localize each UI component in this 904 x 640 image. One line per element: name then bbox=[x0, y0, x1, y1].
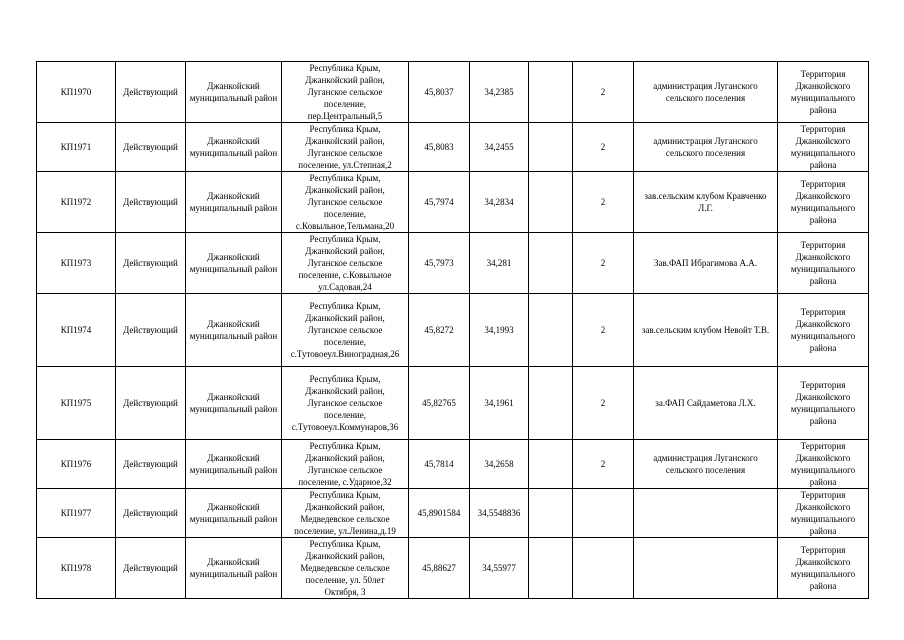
cell-longitude: 34,5548836 bbox=[470, 489, 529, 538]
cell-latitude: 45,7973 bbox=[409, 233, 470, 294]
cell-territory-line: муниципального bbox=[790, 465, 856, 475]
cell-count: 2 bbox=[573, 367, 634, 440]
cell-latitude: 45,8272 bbox=[409, 294, 470, 367]
cell-district: Джанкойский муниципальный район bbox=[186, 294, 282, 367]
cell-address-line: Луганское сельское bbox=[307, 197, 383, 207]
cell-address bbox=[282, 123, 409, 172]
cell-count bbox=[573, 489, 634, 538]
cell-territory-line: муниципального bbox=[790, 569, 856, 579]
cell-address bbox=[282, 62, 409, 123]
cell-empty bbox=[529, 62, 573, 123]
cell-territory-line: района bbox=[809, 105, 837, 115]
cell-territory bbox=[778, 538, 869, 599]
cell-address-line: Джанкойский район, bbox=[305, 502, 385, 512]
cell-territory-line: района bbox=[809, 343, 837, 353]
cell-district: Джанкойский муниципальный район bbox=[186, 172, 282, 233]
cell-address-line: поселение, ул.Ленина,д.19 bbox=[294, 526, 396, 536]
cell-territory-line: Территория bbox=[800, 380, 846, 390]
cell-territory bbox=[778, 367, 869, 440]
cell-count: 2 bbox=[573, 440, 634, 489]
cell-territory-line: района bbox=[809, 581, 837, 591]
cell-address-line: Луганское сельское bbox=[307, 258, 383, 268]
cell-address-line: Джанкойский район, bbox=[305, 386, 385, 396]
cell-territory bbox=[778, 123, 869, 172]
cell-longitude: 34,55977 bbox=[470, 538, 529, 599]
cell-territory-line: муниципального bbox=[790, 203, 856, 213]
cell-address-line: Луганское сельское bbox=[307, 398, 383, 408]
cell-latitude: 45,7814 bbox=[409, 440, 470, 489]
cell-status: Действующий bbox=[116, 172, 186, 233]
cell-address-line: Октября, 3 bbox=[324, 587, 366, 597]
cell-responsible: за.ФАП Сайдаметова Л.Х. bbox=[634, 367, 778, 440]
cell-territory bbox=[778, 62, 869, 123]
cell-address-line: Джанкойский район, bbox=[305, 136, 385, 146]
cell-latitude: 45,82765 bbox=[409, 367, 470, 440]
cell-territory-line: Территория bbox=[800, 307, 846, 317]
cell-empty bbox=[529, 489, 573, 538]
cell-territory-line: района bbox=[809, 215, 837, 225]
cell-responsible bbox=[634, 538, 778, 599]
cell-territory-line: района bbox=[809, 416, 837, 426]
cell-count bbox=[573, 538, 634, 599]
cell-address-line: поселение, bbox=[323, 410, 366, 420]
cell-address bbox=[282, 233, 409, 294]
cell-address-line: Джанкойский район, bbox=[305, 551, 385, 561]
cell-address-line: Республика Крым, bbox=[309, 124, 381, 134]
cell-address bbox=[282, 367, 409, 440]
cell-territory-line: муниципального bbox=[790, 264, 856, 274]
cell-address-line: с.Тутовоеул.Виноградная,26 bbox=[290, 349, 400, 359]
cell-territory-line: Джанкойского bbox=[795, 392, 851, 402]
cell-address-line: с.Тутовоеул.Коммунаров,36 bbox=[291, 422, 399, 432]
table-row bbox=[37, 440, 869, 489]
cell-district: Джанкойский муниципальный район bbox=[186, 123, 282, 172]
cell-address bbox=[282, 440, 409, 489]
cell-status: Действующий bbox=[116, 489, 186, 538]
cell-longitude: 34,2834 bbox=[470, 172, 529, 233]
cell-latitude: 45,8037 bbox=[409, 62, 470, 123]
cell-territory bbox=[778, 440, 869, 489]
cell-count: 2 bbox=[573, 172, 634, 233]
cell-territory-line: района bbox=[809, 160, 837, 170]
cell-empty bbox=[529, 367, 573, 440]
cell-territory-line: Территория bbox=[800, 124, 846, 134]
cell-territory-line: Территория bbox=[800, 441, 846, 451]
cell-address-line: с.Ковыльное,Тельмана,20 bbox=[295, 221, 395, 231]
cell-territory-line: Джанкойского bbox=[795, 319, 851, 329]
table-row bbox=[37, 538, 869, 599]
cell-territory-line: Джанкойского bbox=[795, 502, 851, 512]
cell-address-line: Джанкойский район, bbox=[305, 75, 385, 85]
cell-code: КП1976 bbox=[37, 440, 116, 489]
cell-code: КП1974 bbox=[37, 294, 116, 367]
cell-address-line: Джанкойский район, bbox=[305, 246, 385, 256]
cell-address-line: поселение, bbox=[323, 337, 366, 347]
cell-territory-line: муниципального bbox=[790, 404, 856, 414]
cell-territory-line: Джанкойского bbox=[795, 252, 851, 262]
cell-empty bbox=[529, 440, 573, 489]
cell-territory-line: Территория bbox=[800, 490, 846, 500]
cell-territory-line: муниципального bbox=[790, 331, 856, 341]
cell-address-line: Республика Крым, bbox=[309, 301, 381, 311]
cell-address-line: поселение, ул.Степная,2 bbox=[298, 160, 392, 170]
cell-code: КП1972 bbox=[37, 172, 116, 233]
cell-address-line: Луганское сельское bbox=[307, 325, 383, 335]
cell-territory-line: Джанкойского bbox=[795, 81, 851, 91]
table-row bbox=[37, 172, 869, 233]
cell-code: КП1977 bbox=[37, 489, 116, 538]
registry-body bbox=[37, 62, 869, 599]
cell-address-line: Республика Крым, bbox=[309, 63, 381, 73]
table-row bbox=[37, 62, 869, 123]
cell-empty bbox=[529, 172, 573, 233]
cell-address-line: пер.Центральный,5 bbox=[307, 111, 383, 121]
registry-table bbox=[36, 61, 869, 599]
cell-territory bbox=[778, 233, 869, 294]
cell-status: Действующий bbox=[116, 233, 186, 294]
cell-territory-line: Территория bbox=[800, 179, 846, 189]
cell-district: Джанкойский муниципальный район bbox=[186, 367, 282, 440]
cell-district: Джанкойский муниципальный район bbox=[186, 440, 282, 489]
table-row bbox=[37, 489, 869, 538]
cell-status: Действующий bbox=[116, 538, 186, 599]
cell-address-line: поселение, bbox=[323, 99, 366, 109]
cell-address-line: Луганское сельское bbox=[307, 465, 383, 475]
cell-longitude: 34,2385 bbox=[470, 62, 529, 123]
cell-address-line: Республика Крым, bbox=[309, 441, 381, 451]
cell-address bbox=[282, 294, 409, 367]
cell-count: 2 bbox=[573, 294, 634, 367]
cell-count: 2 bbox=[573, 123, 634, 172]
cell-territory-line: Джанкойского bbox=[795, 453, 851, 463]
cell-empty bbox=[529, 233, 573, 294]
cell-longitude: 34,281 bbox=[470, 233, 529, 294]
cell-address-line: Джанкойский район, bbox=[305, 453, 385, 463]
cell-address-line: Джанкойский район, bbox=[305, 185, 385, 195]
cell-address-line: Джанкойский район, bbox=[305, 313, 385, 323]
cell-territory-line: Территория bbox=[800, 545, 846, 555]
cell-longitude: 34,2658 bbox=[470, 440, 529, 489]
cell-address-line: Республика Крым, bbox=[309, 374, 381, 384]
cell-responsible bbox=[634, 489, 778, 538]
cell-territory-line: муниципального bbox=[790, 93, 856, 103]
cell-responsible: Зав.ФАП Ибрагимова А.А. bbox=[634, 233, 778, 294]
cell-address-line: поселение, с.Ударное,32 bbox=[298, 477, 392, 487]
cell-address-line: поселение, ул. 50лет bbox=[305, 575, 385, 585]
cell-longitude: 34,1993 bbox=[470, 294, 529, 367]
cell-code: КП1970 bbox=[37, 62, 116, 123]
cell-address bbox=[282, 172, 409, 233]
table-row bbox=[37, 367, 869, 440]
cell-territory bbox=[778, 489, 869, 538]
table-row bbox=[37, 233, 869, 294]
cell-responsible: администрация Луганского сельского поселения bbox=[634, 440, 778, 489]
cell-code: КП1971 bbox=[37, 123, 116, 172]
cell-address-line: Луганское сельское bbox=[307, 87, 383, 97]
cell-territory-line: Территория bbox=[800, 69, 846, 79]
cell-responsible: администрация Луганского сельского поселения bbox=[634, 123, 778, 172]
cell-count: 2 bbox=[573, 62, 634, 123]
cell-district: Джанкойский муниципальный район bbox=[186, 62, 282, 123]
cell-territory-line: района bbox=[809, 276, 837, 286]
cell-address-line: Медведевское сельское bbox=[300, 563, 390, 573]
cell-territory-line: района bbox=[809, 477, 837, 487]
cell-status: Действующий bbox=[116, 367, 186, 440]
cell-longitude: 34,2455 bbox=[470, 123, 529, 172]
cell-territory-line: района bbox=[809, 526, 837, 536]
cell-territory-line: Джанкойского bbox=[795, 557, 851, 567]
cell-status: Действующий bbox=[116, 62, 186, 123]
cell-responsible: администрация Луганского сельского поселения bbox=[634, 62, 778, 123]
cell-longitude: 34,1961 bbox=[470, 367, 529, 440]
cell-address bbox=[282, 489, 409, 538]
cell-count: 2 bbox=[573, 233, 634, 294]
cell-code: КП1975 bbox=[37, 367, 116, 440]
cell-address bbox=[282, 538, 409, 599]
cell-responsible: зав.сельским клубом Кравченко Л.Г. bbox=[634, 172, 778, 233]
cell-territory-line: Джанкойского bbox=[795, 136, 851, 146]
cell-status: Действующий bbox=[116, 123, 186, 172]
cell-district: Джанкойский муниципальный район bbox=[186, 233, 282, 294]
cell-territory bbox=[778, 294, 869, 367]
cell-address-line: поселение, bbox=[323, 209, 366, 219]
cell-responsible: зав.сельским клубом Невойт Т.В. bbox=[634, 294, 778, 367]
cell-address-line: Медведевское сельское bbox=[300, 514, 390, 524]
table-row bbox=[37, 294, 869, 367]
cell-address-line: Луганское сельское bbox=[307, 148, 383, 158]
table-row bbox=[37, 123, 869, 172]
cell-address-line: ул.Садовая,24 bbox=[318, 282, 372, 292]
cell-code: КП1973 bbox=[37, 233, 116, 294]
cell-territory-line: муниципального bbox=[790, 514, 856, 524]
cell-territory-line: Территория bbox=[800, 240, 846, 250]
cell-address-line: Республика Крым, bbox=[309, 539, 381, 549]
cell-status: Действующий bbox=[116, 294, 186, 367]
cell-address-line: Республика Крым, bbox=[309, 234, 381, 244]
cell-empty bbox=[529, 123, 573, 172]
cell-code: КП1978 bbox=[37, 538, 116, 599]
cell-latitude: 45,7974 bbox=[409, 172, 470, 233]
cell-status: Действующий bbox=[116, 440, 186, 489]
cell-address-line: Республика Крым, bbox=[309, 490, 381, 500]
cell-latitude: 45,8083 bbox=[409, 123, 470, 172]
cell-empty bbox=[529, 538, 573, 599]
cell-empty bbox=[529, 294, 573, 367]
cell-district: Джанкойский муниципальный район bbox=[186, 489, 282, 538]
cell-territory-line: муниципального bbox=[790, 148, 856, 158]
cell-latitude: 45,88627 bbox=[409, 538, 470, 599]
cell-latitude: 45,8901584 bbox=[409, 489, 470, 538]
cell-territory bbox=[778, 172, 869, 233]
cell-address-line: Республика Крым, bbox=[309, 173, 381, 183]
cell-territory-line: Джанкойского bbox=[795, 191, 851, 201]
cell-district: Джанкойский муниципальный район bbox=[186, 538, 282, 599]
cell-address-line: поселение, с.Ковыльное bbox=[298, 270, 392, 280]
